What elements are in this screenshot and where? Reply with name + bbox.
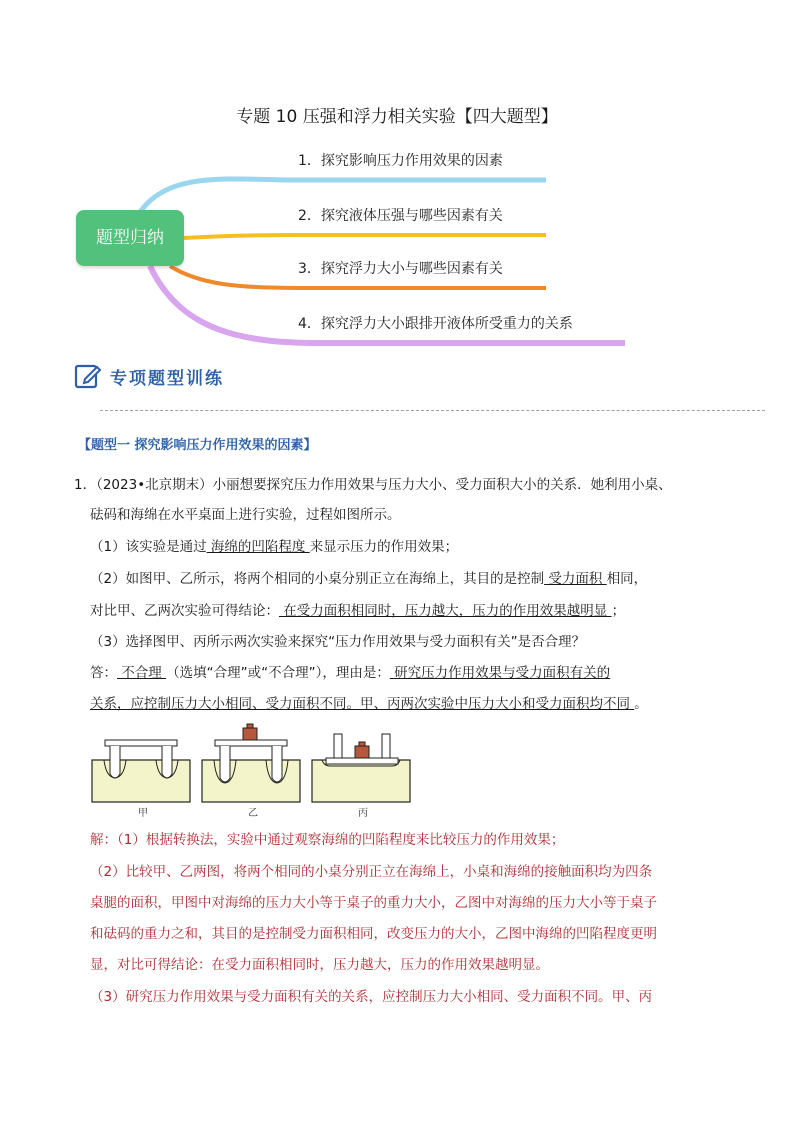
type-heading: 【题型一 探究影响压力作用效果的因素】: [78, 438, 317, 453]
text: （1）该实验是通过: [90, 539, 207, 555]
section-heading: [74, 360, 224, 392]
caption-yi: 乙: [248, 808, 258, 819]
text: 相同，: [606, 571, 648, 587]
solution-line-3: 桌腿的面积，甲图中对海绵的压力大小等于桌子的重力大小，乙图中对海绵的压力大小等于桌子: [90, 895, 657, 911]
answer-blank: 不合理: [117, 665, 167, 681]
answer-blank: 在受力面积相同时，压力越大，压力的作用效果越明显: [279, 603, 612, 619]
caption-bing: 丙: [358, 808, 368, 819]
solution-line-6: （3）研究压力作用效果与受力面积有关的关系，应控制压力大小相同、受力面积不同。甲、丙: [90, 989, 653, 1005]
question-part-2: [90, 569, 647, 589]
experiment-illustration: [90, 722, 420, 804]
answer-blank: 关系，应控制压力大小相同、受力面积不同。甲、丙两次实验中压力大小和受力面积均不同: [90, 696, 635, 712]
answer-blank: 海绵的凹陷程度: [206, 539, 310, 555]
divider: [100, 410, 765, 411]
text: 答：: [90, 665, 117, 681]
text: 。: [634, 696, 648, 712]
answer-blank: 受力面积: [544, 571, 607, 587]
mindmap-item-3: 3．探究浮力大小与哪些因素有关: [298, 261, 503, 277]
edit-icon: [74, 362, 102, 390]
solution-line-1: 解：（1）根据转换法，实验中通过观察海绵的凹陷程度来比较压力的作用效果；: [90, 832, 565, 848]
mindmap-root: 题型归纳: [76, 210, 184, 266]
question-part-3-answer-cont: [90, 694, 648, 714]
answer-blank: 研究压力作用效果与受力面积有关的: [389, 665, 611, 681]
question-part-3-answer: [90, 663, 610, 683]
section-label: 专项题型训练: [110, 368, 224, 389]
text: （选填“合理”或“不合理”），理由是：: [166, 665, 390, 681]
solution-line-5: 显，对比可得结论：在受力面积相同时，压力越大，压力的作用效果越明显。: [90, 957, 549, 973]
question-part-2b: [90, 601, 625, 621]
branch-2: [184, 235, 546, 238]
caption-jia: 甲: [138, 808, 148, 819]
solution-line-2: （2）比较甲、乙两图，将两个相同的小桌分别正立在海绵上，小桌和海绵的接触面积均为四条: [90, 864, 653, 880]
page-title: 专题 10 压强和浮力相关实验【四大题型】: [236, 107, 558, 127]
mindmap-item-2: 2．探究液体压强与哪些因素有关: [298, 208, 503, 224]
question-part-3: （3）选择图甲、丙所示两次实验来探究“压力作用效果与受力面积有关”是否合理？: [90, 634, 586, 650]
question-line-2: 砝码和海绵在水平桌面上进行实验，过程如图所示。: [90, 507, 401, 523]
mindmap: [0, 140, 794, 350]
question-line-1: 1．（2023•北京期末）小丽想要探究压力作用效果与压力大小、受力面积大小的关系．她利用小桌、: [74, 477, 672, 493]
text: ；: [611, 603, 626, 619]
text: （2）如图甲、乙所示，将两个相同的小桌分别正立在海绵上，其目的是控制: [90, 571, 545, 587]
text: 来显示压力的作用效果；: [309, 539, 459, 555]
mindmap-item-4: 4．探究浮力大小跟排开液体所受重力的关系: [298, 316, 573, 332]
mindmap-item-1: 1．探究影响压力作用效果的因素: [298, 153, 503, 169]
text: 对比甲、乙两次实验可得结论：: [90, 603, 279, 619]
solution-line-4: 和砝码的重力之和，其目的是控制受力面积相同，改变压力的大小，乙图中海绵的凹陷程度更明: [90, 926, 657, 942]
question-part-1: [90, 537, 458, 557]
